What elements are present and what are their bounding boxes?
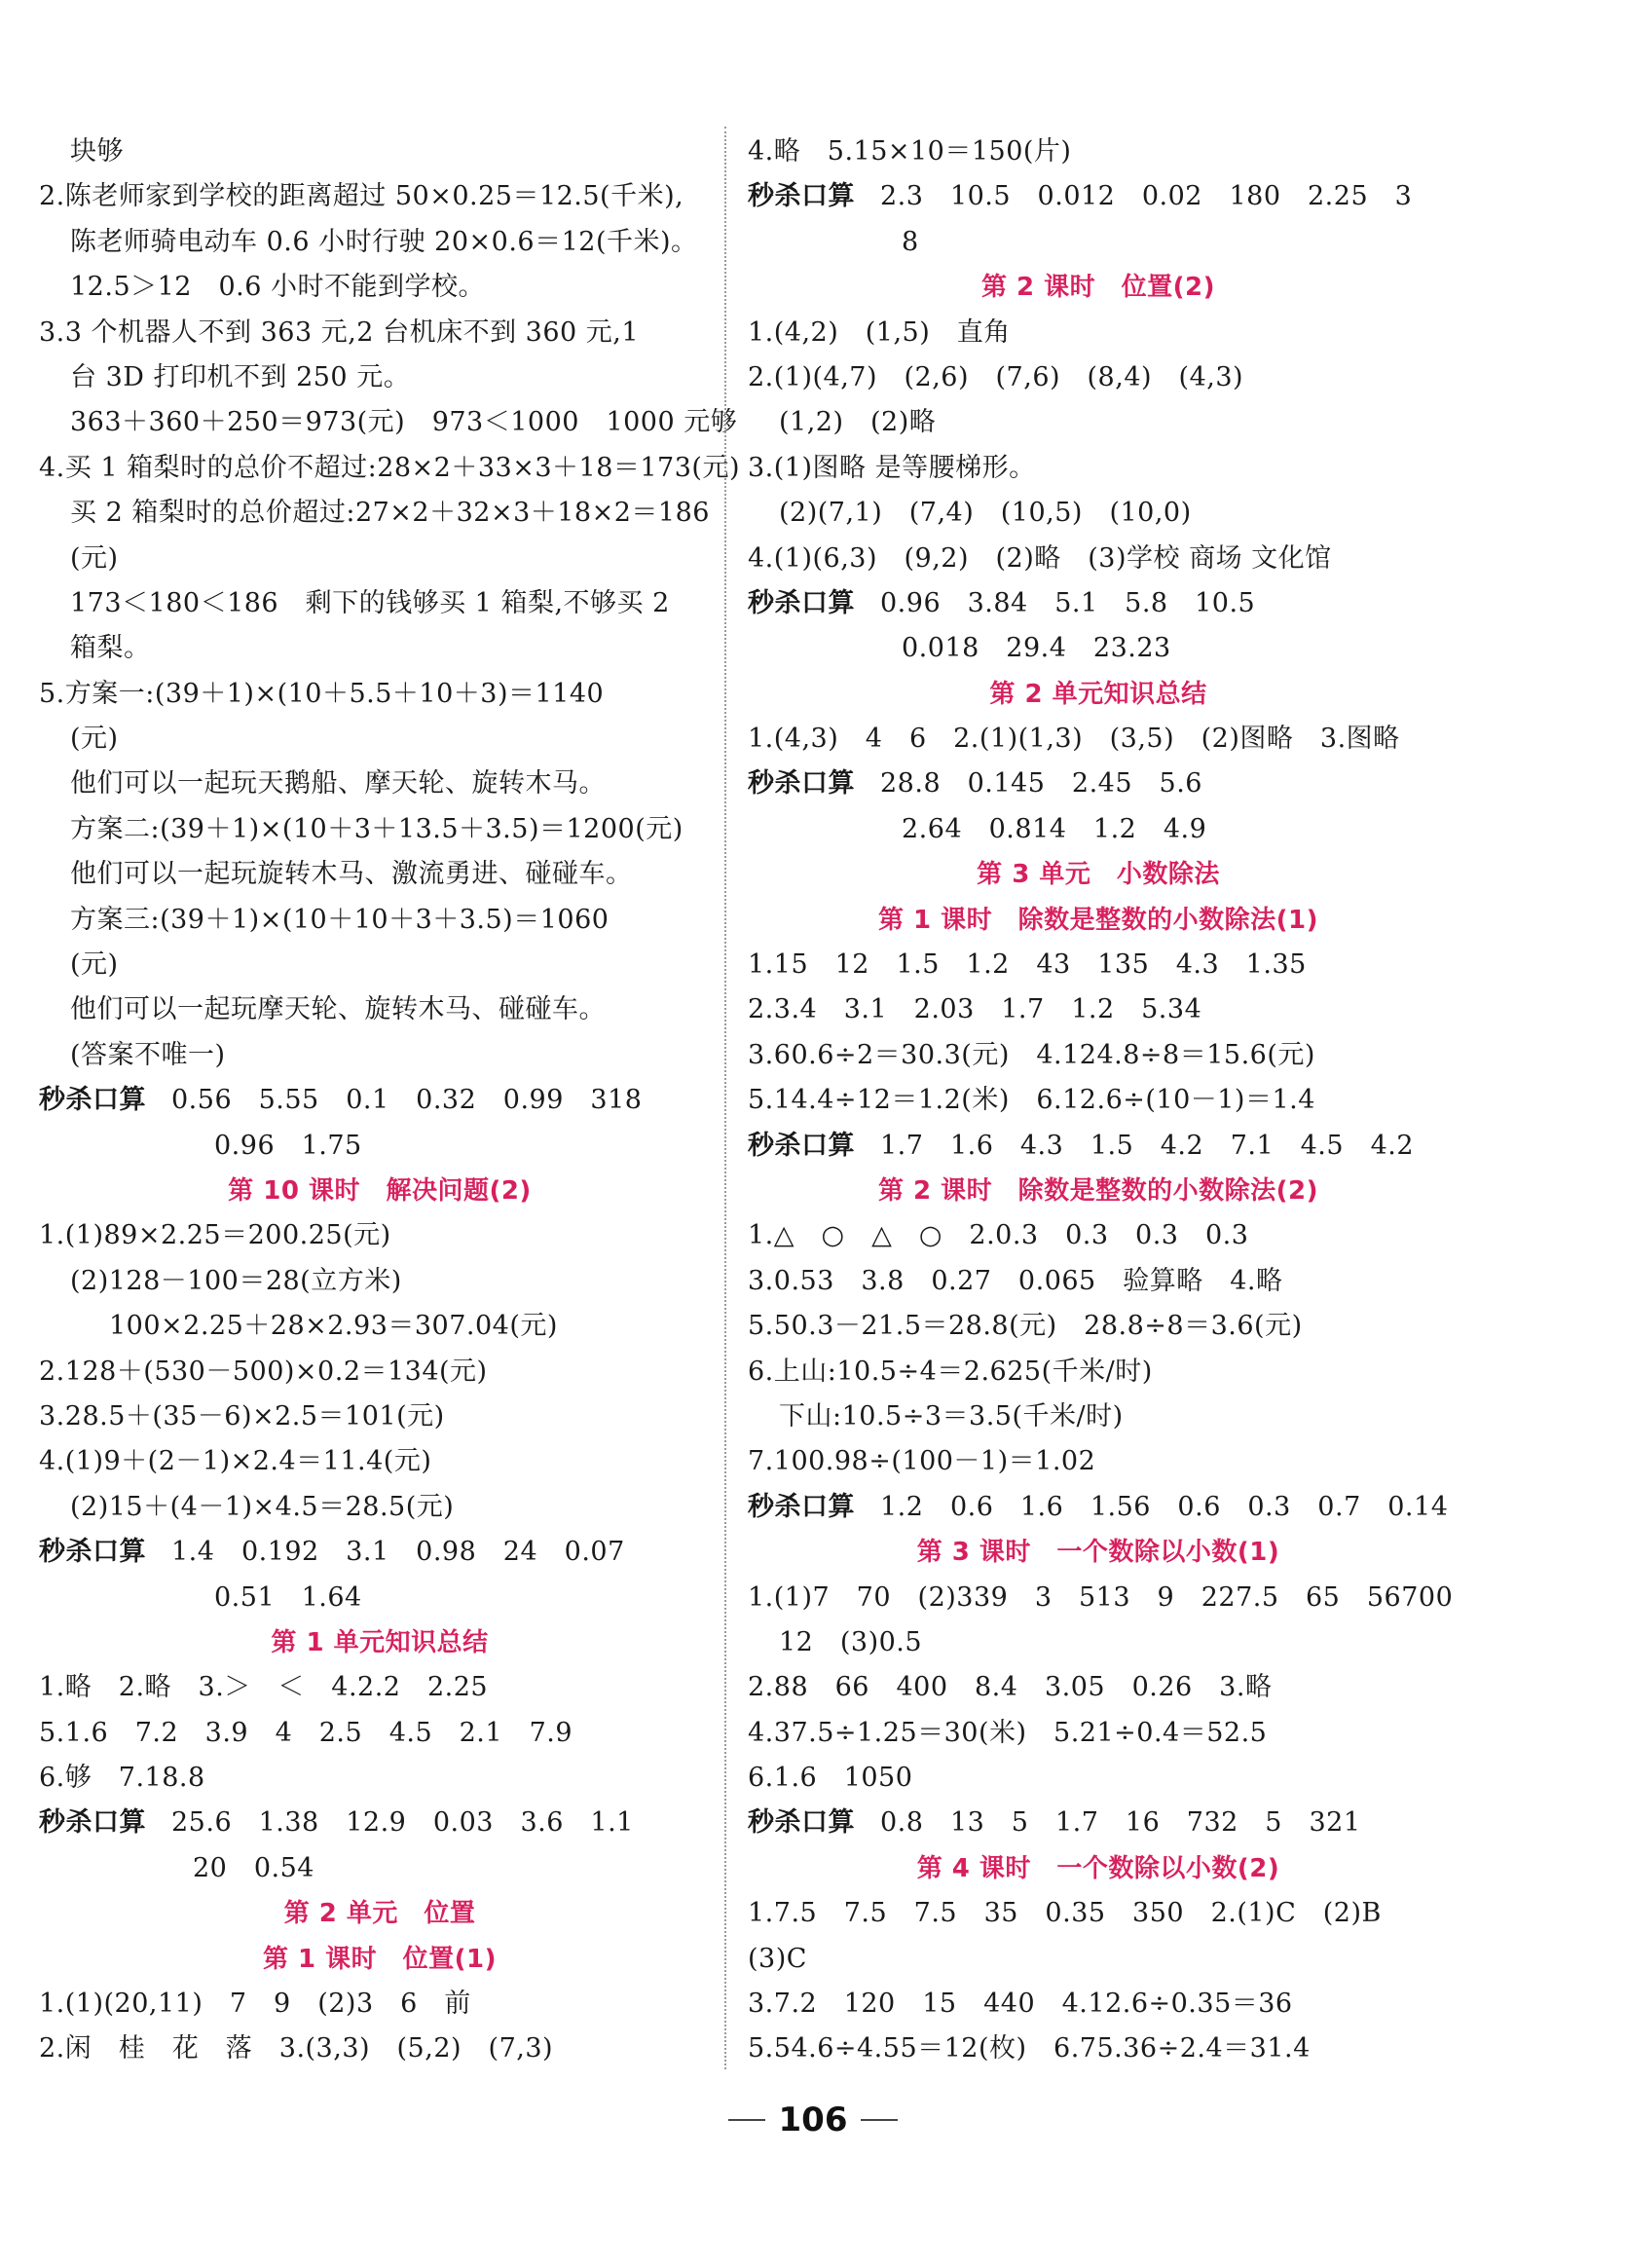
answer-line <box>748 1665 1449 1710</box>
mental-math-line <box>39 1078 721 1123</box>
answer-text: 4.买 1 箱梨时的总价不超过:28×2＋33×3＋18＝173(元) <box>39 452 740 483</box>
column-divider <box>724 127 726 2069</box>
answer-line <box>39 400 738 445</box>
answer-line <box>39 626 721 671</box>
mental-math-label: 秒杀口算 <box>748 587 855 618</box>
mental-math-line <box>39 1801 721 1845</box>
answer-text: (元) <box>70 542 119 574</box>
answer-line <box>748 1756 1449 1801</box>
answer-text: 4.略 5.15×10＝150(片) <box>748 136 1072 167</box>
answer-text: 20 0.54 <box>193 1852 314 1883</box>
answer-line <box>39 987 721 1032</box>
answer-line <box>39 355 721 400</box>
answer-line <box>39 130 721 174</box>
answer-line <box>748 987 1449 1032</box>
answer-line <box>748 1304 1449 1349</box>
mental-math-label: 秒杀口算 <box>748 1807 855 1839</box>
answer-text: 箱梨。 <box>70 633 151 664</box>
answer-text: 5.50.3－21.5＝28.8(元) 28.8÷8＝3.6(元) <box>748 1311 1303 1342</box>
right-column <box>748 130 1454 2072</box>
answer-line <box>39 1124 721 1169</box>
answer-text: 他们可以一起玩天鹅船、摩天轮、旋转木马。 <box>70 768 606 799</box>
answer-line <box>39 1485 721 1530</box>
answer-line <box>39 1982 721 2026</box>
answer-text: 4.37.5÷1.25＝30(米) 5.21÷0.4＝52.5 <box>748 1717 1268 1748</box>
section-heading: 第 2 单元 位置 <box>283 1899 476 1929</box>
section-heading: 第 4 课时 一个数除以小数(2) <box>916 1853 1280 1883</box>
answer-line <box>39 220 721 265</box>
section-heading: 第 10 课时 解决问题(2) <box>228 1175 532 1206</box>
answer-line <box>39 537 721 581</box>
page-number: 106 <box>778 2101 848 2139</box>
answer-line <box>39 717 721 762</box>
answer-text: 5.54.6÷4.55＝12(枚) 6.75.36÷2.4＝31.4 <box>748 2033 1311 2064</box>
answer-line <box>39 1213 721 1258</box>
section-heading: 第 1 课时 除数是整数的小数除法(1) <box>877 905 1319 935</box>
answer-text: 12 (3)0.5 <box>779 1626 923 1657</box>
answer-text: 3.0.53 3.8 0.27 0.065 验算略 4.略 <box>748 1265 1283 1296</box>
mental-math-line <box>748 174 1449 219</box>
section-heading: 第 1 单元知识总结 <box>271 1627 489 1657</box>
answer-line <box>748 1982 1449 2026</box>
answer-text: 12.5＞12 0.6 小时不能到学校。 <box>70 272 485 303</box>
answer-text: 28.8 0.145 2.45 5.6 <box>880 768 1202 799</box>
answer-text: 块够 <box>70 136 124 167</box>
answer-line <box>39 1711 721 1756</box>
answer-text: 方案二:(39＋1)×(10＋3＋13.5＋3.5)＝1200(元) <box>70 813 684 844</box>
answer-text: 2.3.4 3.1 2.03 1.7 1.2 5.34 <box>748 994 1202 1025</box>
answer-line <box>39 943 721 987</box>
mental-math-label: 秒杀口算 <box>39 1085 146 1116</box>
mental-math-line <box>39 1530 721 1575</box>
answer-text: 5.方案一:(39＋1)×(10＋5.5＋10＋3)＝1140 <box>39 678 605 709</box>
answer-text: 他们可以一起玩旋转木马、激流勇进、碰碰车。 <box>70 859 633 890</box>
footer-dash-left <box>728 2119 765 2121</box>
answer-text: 0.018 29.4 23.23 <box>902 633 1171 664</box>
answer-line <box>39 1304 721 1349</box>
answer-text: (2)15＋(4－1)×4.5＝28.5(元) <box>70 1491 455 1522</box>
answer-text: 1.4 0.192 3.1 0.98 24 0.07 <box>171 1537 625 1568</box>
mental-math-label: 秒杀口算 <box>39 1537 146 1568</box>
answer-line <box>39 762 721 806</box>
answer-text: 6.上山:10.5÷4＝2.625(千米/时) <box>748 1356 1153 1387</box>
mental-math-label: 秒杀口算 <box>748 181 855 212</box>
answer-text: (1,2) (2)略 <box>779 407 937 438</box>
answer-text: 8 <box>902 226 919 257</box>
answer-line <box>39 1033 721 1078</box>
answer-line <box>39 581 721 626</box>
section-heading: 第 2 课时 除数是整数的小数除法(2) <box>877 1175 1319 1206</box>
mental-math-line <box>748 762 1449 806</box>
answer-text: 1.7.5 7.5 7.5 35 0.35 350 2.(1)C (2)B <box>748 1898 1382 1929</box>
answer-text: 0.51 1.64 <box>214 1581 362 1613</box>
answer-text: 陈老师骑电动车 0.6 小时行驶 20×0.6＝12(千米)。 <box>70 226 698 257</box>
answer-line <box>39 1259 721 1304</box>
answer-line <box>748 626 1449 671</box>
answer-line <box>39 1439 721 1484</box>
answer-text: 0.96 3.84 5.1 5.8 10.5 <box>880 587 1256 618</box>
answer-line <box>748 1620 1449 1665</box>
answer-text: 4.(1)(6,3) (9,2) (2)略 (3)学校 商场 文化馆 <box>748 542 1332 574</box>
answer-line <box>39 1846 721 1891</box>
answer-text: (2)(7,1) (7,4) (10,5) (10,0) <box>779 498 1192 529</box>
answer-text: 1.(1)7 70 (2)339 3 513 9 227.5 65 56700 <box>748 1581 1454 1613</box>
answer-text: (答案不唯一) <box>70 1039 226 1070</box>
answer-text: 363＋360＋250＝973(元) 973＜1000 1000 元够 <box>70 407 738 438</box>
answer-text: 5.1.6 7.2 3.9 4 2.5 4.5 2.1 7.9 <box>39 1717 573 1748</box>
answer-text: 0.96 1.75 <box>214 1130 362 1161</box>
answer-text: 2.128＋(530－500)×0.2＝134(元) <box>39 1356 488 1387</box>
answer-line <box>39 1576 721 1620</box>
mental-math-label: 秒杀口算 <box>39 1807 146 1839</box>
answer-line <box>39 174 721 219</box>
mental-math-line <box>748 1801 1449 1845</box>
answer-line <box>748 1213 1449 1258</box>
section-heading: 第 2 单元知识总结 <box>989 679 1207 709</box>
answer-text: 0.56 5.55 0.1 0.32 0.99 318 <box>171 1085 643 1116</box>
answer-text: 2.陈老师家到学校的距离超过 50×0.25＝12.5(千米), <box>39 181 684 212</box>
answer-text: 3.60.6÷2＝30.3(元) 4.124.8÷8＝15.6(元) <box>748 1039 1315 1070</box>
section-heading: 第 3 单元 小数除法 <box>977 860 1220 890</box>
answer-text: 5.14.4÷12＝1.2(米) 6.12.6÷(10－1)＝1.4 <box>748 1085 1315 1116</box>
answer-line <box>748 446 1449 491</box>
answer-line <box>748 1439 1449 1484</box>
answer-text: 173＜180＜186 剩下的钱够买 1 箱梨,不够买 2 <box>70 587 670 618</box>
answer-line <box>39 1756 721 1801</box>
answer-line <box>748 1891 1449 1936</box>
answer-text: (元) <box>70 724 119 755</box>
answer-line <box>748 311 1449 355</box>
answer-line <box>39 491 721 536</box>
answer-line <box>39 852 721 897</box>
answer-line <box>39 672 721 717</box>
answer-line <box>39 1350 721 1394</box>
answer-text: 下山:10.5÷3＝3.5(千米/时) <box>779 1400 1124 1431</box>
answer-line <box>39 2026 721 2071</box>
answer-text: 3.7.2 120 15 440 4.12.6÷0.35＝36 <box>748 1989 1293 2020</box>
answer-text: 买 2 箱梨时的总价超过:27×2＋32×3＋18×2＝186 <box>70 498 710 529</box>
answer-text: 台 3D 打印机不到 250 元。 <box>70 361 411 392</box>
answer-text: 6.1.6 1050 <box>748 1763 913 1794</box>
mental-math-line <box>748 581 1449 626</box>
answer-line <box>748 491 1449 536</box>
answer-text: 1.(4,3) 4 6 2.(1)(1,3) (3,5) (2)图略 3.图略 <box>748 724 1400 755</box>
answer-text: 3.28.5＋(35－6)×2.5＝101(元) <box>39 1400 445 1431</box>
answer-text: 100×2.25＋28×2.93＝307.04(元) <box>109 1311 558 1342</box>
mental-math-line <box>748 1124 1449 1169</box>
answer-text: 2.3 10.5 0.012 0.02 180 2.25 3 <box>880 181 1413 212</box>
section-heading: 第 1 课时 位置(1) <box>262 1944 498 1974</box>
mental-math-label: 秒杀口算 <box>748 1130 855 1161</box>
answer-text: 6.够 7.18.8 <box>39 1763 205 1794</box>
answer-line <box>748 943 1449 987</box>
answer-line <box>39 898 721 943</box>
section-heading: 第 2 课时 位置(2) <box>980 273 1216 303</box>
answer-text: 25.6 1.38 12.9 0.03 3.6 1.1 <box>171 1807 634 1839</box>
answer-line <box>748 400 1449 445</box>
answer-text: 1.(4,2) (1,5) 直角 <box>748 316 1011 348</box>
answer-line <box>39 1665 721 1710</box>
answer-text: 3.(1)图略 是等腰梯形。 <box>748 452 1036 483</box>
answer-line <box>748 537 1449 581</box>
answer-text: (元) <box>70 949 119 981</box>
answer-line <box>748 1576 1454 1620</box>
answer-line <box>39 311 721 355</box>
answer-text: 1.略 2.略 3.＞ ＜ 4.2.2 2.25 <box>39 1672 489 1703</box>
answer-line <box>748 1078 1449 1123</box>
answer-text: 2.88 66 400 8.4 3.05 0.26 3.略 <box>748 1672 1273 1703</box>
answer-text: 1.15 12 1.5 1.2 43 135 4.3 1.35 <box>748 949 1307 981</box>
answer-line <box>748 717 1449 762</box>
mental-math-label: 秒杀口算 <box>748 768 855 799</box>
answer-line <box>748 807 1449 852</box>
answer-line <box>748 355 1449 400</box>
answer-text: 1.(1)(20,11) 7 9 (2)3 6 前 <box>39 1989 471 2020</box>
answer-line <box>39 807 721 852</box>
section-heading: 第 3 课时 一个数除以小数(1) <box>916 1538 1280 1568</box>
page-footer <box>0 2096 1626 2144</box>
answer-line <box>39 446 740 491</box>
left-column <box>39 130 740 2072</box>
answer-text: 3.3 个机器人不到 363 元,2 台机床不到 360 元,1 <box>39 316 640 348</box>
answer-text: 1.(1)89×2.25＝200.25(元) <box>39 1220 391 1251</box>
answer-text: 2.(1)(4,7) (2,6) (7,6) (8,4) (4,3) <box>748 361 1244 392</box>
answer-line <box>748 1711 1449 1756</box>
answer-line <box>748 1394 1449 1439</box>
answer-text: 方案三:(39＋1)×(10＋10＋3＋3.5)＝1060 <box>70 904 610 935</box>
answer-line <box>748 130 1449 174</box>
answer-text: 4.(1)9＋(2－1)×2.4＝11.4(元) <box>39 1446 432 1477</box>
footer-dash-right <box>861 2119 898 2121</box>
answer-line <box>748 1033 1449 1078</box>
answer-text: 7.100.98÷(100－1)＝1.02 <box>748 1446 1096 1477</box>
answer-line <box>39 265 721 310</box>
mental-math-label: 秒杀口算 <box>748 1491 855 1522</box>
answer-text: (2)128－100＝28(立方米) <box>70 1265 402 1296</box>
answer-text: 0.8 13 5 1.7 16 732 5 321 <box>880 1807 1361 1839</box>
answer-text: 1.7 1.6 4.3 1.5 4.2 7.1 4.5 4.2 <box>880 1130 1415 1161</box>
answer-text: 1.2 0.6 1.6 1.56 0.6 0.3 0.7 0.14 <box>880 1491 1449 1522</box>
answer-text: 他们可以一起玩摩天轮、旋转木马、碰碰车。 <box>70 994 606 1025</box>
answer-line <box>748 220 1449 265</box>
answer-text: 2.64 0.814 1.2 4.9 <box>902 813 1207 844</box>
answer-text: 1.△ ○ △ ○ 2.0.3 0.3 0.3 0.3 <box>748 1220 1249 1251</box>
answer-line <box>748 1937 1449 1982</box>
mental-math-line <box>748 1485 1449 1530</box>
answer-line <box>748 1259 1449 1304</box>
answer-line <box>748 2026 1449 2071</box>
answer-line <box>39 1394 721 1439</box>
answer-line <box>748 1350 1449 1394</box>
answer-text: 2.闲 桂 花 落 3.(3,3) (5,2) (7,3) <box>39 2033 554 2064</box>
answer-text: (3)C <box>748 1943 807 1974</box>
